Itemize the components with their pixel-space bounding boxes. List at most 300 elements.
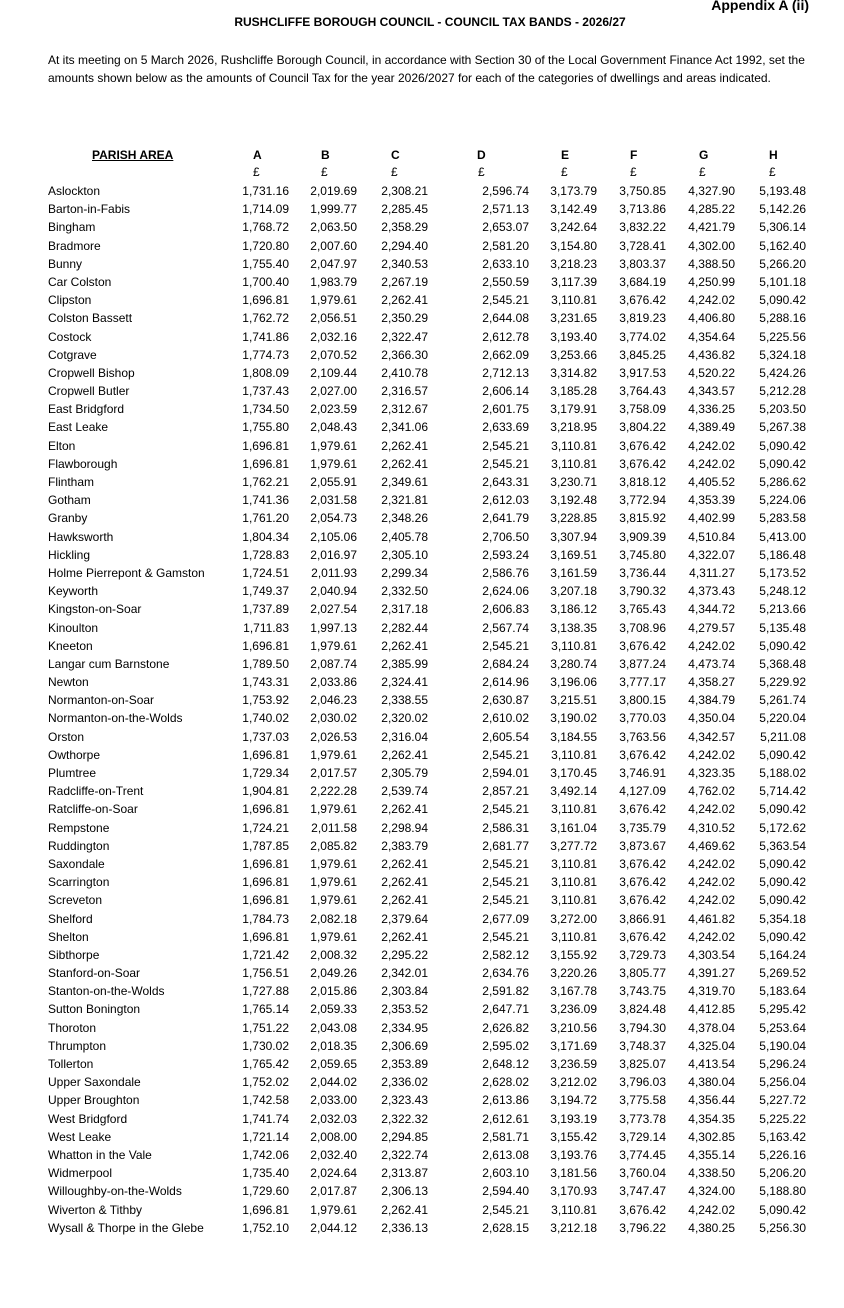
band-b-value: 2,222.28 [310, 784, 357, 799]
band-h-value: 5,226.16 [759, 1147, 806, 1162]
band-b-value: 2,027.54 [310, 602, 357, 617]
band-d-value: 2,581.71 [482, 1129, 529, 1144]
band-d-value: 2,595.02 [482, 1038, 529, 1053]
parish-name: West Leake [48, 1129, 112, 1144]
band-a-value: 1,696.81 [242, 438, 289, 453]
band-h-value: 5,256.30 [759, 1220, 806, 1235]
band-g-value: 4,391.27 [688, 966, 735, 981]
band-c-value: 2,322.32 [381, 1111, 428, 1126]
band-a-value: 1,762.21 [242, 475, 289, 489]
band-f-value: 3,773.78 [619, 1111, 666, 1126]
band-c-value: 2,336.02 [381, 1075, 428, 1090]
band-d-value: 2,545.21 [482, 875, 529, 890]
band-b-value: 2,082.18 [310, 911, 357, 926]
band-e-value: 3,142.49 [550, 202, 597, 217]
band-b-value: 2,048.43 [310, 420, 357, 435]
table-row [0, 709, 844, 727]
band-c-value: 2,282.44 [381, 620, 428, 635]
band-f-value: 3,764.43 [619, 384, 666, 399]
table-row [0, 1110, 844, 1128]
band-b-value: 2,063.50 [310, 220, 357, 235]
band-c-value: 2,334.95 [381, 1020, 428, 1035]
band-f-value: 3,684.19 [619, 274, 666, 289]
band-b-value: 2,032.03 [310, 1111, 357, 1126]
table-row [0, 218, 844, 236]
band-c-value: 2,316.57 [381, 384, 428, 399]
band-e-value: 3,314.82 [550, 365, 597, 380]
band-b-value: 2,059.33 [310, 1002, 357, 1017]
band-d-value: 2,857.21 [482, 784, 529, 799]
band-f-value: 3,819.23 [619, 311, 666, 326]
band-b-value: 2,008.32 [310, 947, 357, 962]
band-d-value: 2,612.03 [482, 493, 529, 508]
band-h-value: 5,283.58 [759, 511, 806, 526]
band-a-value: 1,721.42 [242, 947, 289, 962]
band-d-value: 2,567.74 [482, 620, 529, 635]
band-a-value: 1,762.72 [242, 311, 289, 326]
band-d-value: 2,606.14 [482, 384, 529, 399]
band-g-value: 4,762.02 [688, 784, 735, 799]
band-c-value: 2,353.89 [381, 1057, 428, 1071]
band-g-value: 4,378.04 [688, 1020, 735, 1035]
page-title: RUSHCLIFFE BOROUGH COUNCIL - COUNCIL TAX BANDS - 2026/27 [234, 15, 626, 29]
band-a-value: 1,740.02 [242, 711, 289, 726]
band-a-value: 1,696.81 [242, 1202, 289, 1217]
band-a-value: 1,696.81 [242, 875, 289, 890]
band-e-value: 3,280.74 [550, 656, 597, 671]
band-f-value: 3,728.41 [619, 238, 666, 253]
table-row [0, 273, 844, 291]
band-a-value: 1,724.21 [242, 820, 289, 835]
band-a-value: 1,756.51 [242, 966, 289, 981]
band-d-value: 2,582.12 [482, 947, 529, 962]
band-e-value: 3,228.85 [550, 511, 597, 526]
band-b-value: 1,979.61 [310, 856, 357, 871]
currency-symbol: £ [478, 165, 485, 179]
band-d-value: 2,614.96 [482, 675, 529, 690]
band-a-value: 1,768.72 [242, 220, 289, 235]
band-c-value: 2,379.64 [381, 911, 428, 926]
band-h-value: 5,224.06 [759, 493, 806, 508]
band-d-value: 2,601.75 [482, 402, 529, 417]
band-e-value: 3,231.65 [550, 311, 597, 326]
band-e-value: 3,154.80 [550, 238, 597, 253]
band-d-value: 2,677.09 [482, 911, 529, 926]
band-h-value: 5,261.74 [759, 693, 806, 708]
band-d-value: 2,612.61 [482, 1111, 529, 1126]
band-g-value: 4,242.02 [688, 456, 735, 471]
table-row [0, 982, 844, 1000]
band-e-value: 3,193.19 [550, 1111, 597, 1126]
band-header-d: D [477, 148, 486, 162]
band-h-value: 5,101.18 [759, 274, 806, 289]
band-e-value: 3,193.76 [550, 1147, 597, 1162]
band-a-value: 1,761.20 [242, 511, 289, 526]
table-row [0, 1164, 844, 1182]
band-g-value: 4,343.57 [688, 384, 735, 399]
band-h-value: 5,363.54 [759, 838, 806, 853]
band-h-value: 5,090.42 [759, 856, 806, 871]
band-d-value: 2,641.79 [482, 511, 529, 526]
band-c-value: 2,312.67 [381, 402, 428, 417]
band-e-value: 3,110.81 [551, 638, 597, 653]
parish-name: Sutton Bonington [48, 1002, 141, 1017]
band-f-value: 4,127.09 [619, 784, 666, 799]
band-c-value: 2,539.74 [381, 784, 428, 799]
band-h-value: 5,269.52 [759, 966, 806, 981]
band-b-value: 2,109.44 [310, 365, 357, 380]
band-b-value: 2,085.82 [310, 838, 357, 853]
parish-name: Whatton in the Vale [48, 1147, 152, 1162]
band-e-value: 3,236.59 [550, 1057, 597, 1071]
band-g-value: 4,402.99 [688, 511, 735, 526]
band-g-value: 4,510.84 [688, 529, 735, 544]
band-b-value: 1,979.61 [310, 747, 357, 762]
band-d-value: 2,606.83 [482, 602, 529, 617]
band-c-value: 2,321.81 [381, 493, 428, 508]
band-a-value: 1,752.10 [242, 1220, 289, 1235]
band-h-value: 5,090.42 [759, 456, 806, 471]
band-g-value: 4,356.44 [688, 1093, 735, 1108]
table-row [0, 437, 844, 455]
band-d-value: 2,571.13 [482, 202, 529, 217]
band-d-value: 2,603.10 [482, 1166, 529, 1181]
band-h-value: 5,190.04 [759, 1038, 806, 1053]
parish-name: Radcliffe-on-Trent [48, 784, 144, 799]
band-g-value: 4,242.02 [688, 747, 735, 762]
table-row [0, 655, 844, 673]
band-c-value: 2,320.02 [381, 711, 428, 726]
band-e-value: 3,220.26 [550, 966, 597, 981]
table-row [0, 1091, 844, 1109]
band-h-value: 5,090.42 [759, 875, 806, 890]
band-c-value: 2,262.41 [381, 929, 428, 944]
band-d-value: 2,633.10 [482, 256, 529, 271]
band-h-value: 5,090.42 [759, 293, 806, 308]
council-tax-table [0, 182, 844, 1237]
band-h-value: 5,162.40 [759, 238, 806, 253]
band-f-value: 3,774.02 [619, 329, 666, 344]
band-a-value: 1,696.81 [242, 747, 289, 762]
table-row [0, 382, 844, 400]
band-h-value: 5,306.14 [759, 220, 806, 235]
band-h-value: 5,186.48 [759, 547, 806, 562]
band-d-value: 2,594.01 [482, 766, 529, 780]
band-e-value: 3,272.00 [550, 911, 597, 926]
parish-name: Kneeton [48, 638, 93, 653]
parish-name: Screveton [48, 893, 103, 908]
table-row [0, 764, 844, 782]
band-g-value: 4,242.02 [688, 802, 735, 817]
band-h-value: 5,203.50 [759, 402, 806, 417]
band-b-value: 2,026.53 [310, 729, 357, 744]
band-e-value: 3,110.81 [551, 747, 597, 762]
band-a-value: 1,904.81 [242, 784, 289, 799]
band-f-value: 3,796.22 [619, 1220, 666, 1235]
band-d-value: 2,610.02 [482, 711, 529, 726]
band-d-value: 2,633.69 [482, 420, 529, 435]
band-a-value: 1,735.40 [242, 1166, 289, 1181]
band-a-value: 1,737.03 [242, 729, 289, 744]
band-f-value: 3,676.42 [619, 893, 666, 908]
table-row [0, 1128, 844, 1146]
band-g-value: 4,325.04 [688, 1038, 735, 1053]
band-a-value: 1,730.02 [242, 1038, 289, 1053]
band-a-value: 1,696.81 [242, 929, 289, 944]
currency-symbol: £ [630, 165, 637, 179]
band-g-value: 4,388.50 [688, 256, 735, 271]
band-h-value: 5,193.48 [759, 184, 806, 198]
band-d-value: 2,706.50 [482, 529, 529, 544]
band-h-value: 5,172.62 [759, 820, 806, 835]
band-b-value: 2,105.06 [310, 529, 357, 544]
band-d-value: 2,712.13 [482, 365, 529, 380]
parish-name: Stanton-on-the-Wolds [48, 984, 165, 999]
band-g-value: 4,311.27 [689, 565, 735, 580]
table-row [0, 491, 844, 509]
band-d-value: 2,648.12 [482, 1057, 529, 1071]
parish-name: Scarrington [48, 875, 110, 890]
band-b-value: 1,979.61 [310, 456, 357, 471]
parish-name: Colston Bassett [48, 311, 133, 326]
band-c-value: 2,305.79 [381, 766, 428, 780]
table-row [0, 746, 844, 764]
band-a-value: 1,696.81 [242, 856, 289, 871]
parish-name: Owthorpe [48, 747, 101, 762]
band-g-value: 4,323.35 [688, 766, 735, 780]
band-f-value: 3,760.04 [619, 1166, 666, 1181]
band-h-value: 5,225.56 [759, 329, 806, 344]
band-g-value: 4,242.02 [688, 293, 735, 308]
parish-name: Wiverton & Tithby [48, 1202, 143, 1217]
band-a-value: 1,711.83 [243, 620, 289, 635]
band-e-value: 3,242.64 [550, 220, 597, 235]
band-a-value: 1,742.06 [242, 1147, 289, 1162]
band-c-value: 2,306.13 [381, 1184, 428, 1199]
band-b-value: 2,087.74 [310, 656, 357, 671]
currency-symbol: £ [561, 165, 568, 179]
band-b-value: 1,979.61 [310, 638, 357, 653]
band-d-value: 2,545.21 [482, 293, 529, 308]
parish-name: Elton [48, 438, 76, 453]
band-h-value: 5,424.26 [759, 365, 806, 380]
band-header-e: E [561, 148, 570, 162]
band-d-value: 2,612.78 [482, 329, 529, 344]
band-g-value: 4,380.04 [688, 1075, 735, 1090]
band-a-value: 1,804.34 [242, 529, 289, 544]
table-row [0, 1000, 844, 1018]
currency-symbol: £ [391, 165, 398, 179]
band-f-value: 3,746.91 [619, 766, 666, 780]
band-e-value: 3,171.69 [550, 1038, 597, 1053]
band-f-value: 3,713.86 [619, 202, 666, 217]
band-e-value: 3,173.79 [550, 184, 597, 198]
band-d-value: 2,594.40 [482, 1184, 529, 1199]
band-d-value: 2,545.21 [482, 456, 529, 471]
parish-area-header: PARISH AREA [92, 148, 174, 162]
table-row [0, 600, 844, 618]
band-d-value: 2,581.20 [482, 238, 529, 253]
band-d-value: 2,545.21 [482, 856, 529, 871]
band-b-value: 2,054.73 [310, 511, 357, 526]
table-row [0, 309, 844, 327]
band-d-value: 2,545.21 [482, 438, 529, 453]
band-c-value: 2,350.29 [381, 311, 428, 326]
band-a-value: 1,741.74 [242, 1111, 289, 1126]
band-g-value: 4,324.00 [688, 1184, 735, 1199]
band-g-value: 4,421.79 [688, 220, 735, 235]
parish-name: Orston [48, 729, 85, 744]
table-row [0, 1019, 844, 1037]
currency-symbol: £ [321, 165, 328, 179]
band-b-value: 1,979.61 [310, 293, 357, 308]
band-g-value: 4,242.02 [688, 856, 735, 871]
band-h-value: 5,090.42 [759, 638, 806, 653]
band-c-value: 2,267.19 [381, 274, 428, 289]
band-b-value: 2,032.16 [310, 329, 357, 344]
band-a-value: 1,728.83 [242, 547, 289, 562]
band-a-value: 1,751.22 [242, 1020, 289, 1035]
band-e-value: 3,307.94 [550, 529, 597, 544]
band-a-value: 1,696.81 [242, 893, 289, 908]
band-c-value: 2,316.04 [381, 729, 428, 744]
band-e-value: 3,110.81 [551, 1202, 597, 1217]
table-row [0, 400, 844, 418]
band-e-value: 3,169.51 [550, 547, 597, 562]
band-g-value: 4,285.22 [688, 202, 735, 217]
band-g-value: 4,520.22 [688, 365, 735, 380]
band-b-value: 2,033.86 [310, 675, 357, 690]
table-row [0, 1037, 844, 1055]
parish-name: Kingston-on-Soar [48, 602, 142, 617]
band-e-value: 3,161.04 [550, 820, 597, 835]
parish-name: Cropwell Butler [48, 384, 130, 399]
band-b-value: 2,018.35 [310, 1038, 357, 1053]
band-b-value: 2,011.93 [311, 565, 357, 580]
band-g-value: 4,242.02 [688, 929, 735, 944]
band-e-value: 3,212.02 [550, 1075, 597, 1090]
band-f-value: 3,832.22 [619, 220, 666, 235]
band-f-value: 3,676.42 [619, 875, 666, 890]
band-e-value: 3,110.81 [551, 456, 597, 471]
band-e-value: 3,179.91 [550, 402, 597, 417]
band-f-value: 3,750.85 [619, 184, 666, 198]
band-h-value: 5,368.48 [759, 656, 806, 671]
band-d-value: 2,613.08 [482, 1147, 529, 1162]
band-d-value: 2,624.06 [482, 584, 529, 599]
band-c-value: 2,313.87 [381, 1166, 428, 1181]
band-d-value: 2,653.07 [482, 220, 529, 235]
band-a-value: 1,743.31 [242, 675, 289, 690]
band-g-value: 4,338.50 [688, 1166, 735, 1181]
band-a-value: 1,774.73 [242, 347, 289, 362]
table-row [0, 637, 844, 655]
band-b-value: 2,011.58 [311, 820, 357, 835]
band-d-value: 2,545.21 [482, 929, 529, 944]
band-f-value: 3,748.37 [619, 1038, 666, 1053]
band-f-value: 3,774.45 [619, 1147, 666, 1162]
band-f-value: 3,676.42 [619, 1202, 666, 1217]
band-f-value: 3,770.03 [619, 711, 666, 726]
band-h-value: 5,227.72 [759, 1093, 806, 1108]
band-f-value: 3,676.42 [619, 456, 666, 471]
band-a-value: 1,696.81 [242, 638, 289, 653]
band-a-value: 1,714.09 [242, 202, 289, 217]
band-g-value: 4,436.82 [688, 347, 735, 362]
band-e-value: 3,236.09 [550, 1002, 597, 1017]
band-c-value: 2,340.53 [381, 256, 428, 271]
band-d-value: 2,628.02 [482, 1075, 529, 1090]
band-b-value: 1,979.61 [310, 875, 357, 890]
band-c-value: 2,262.41 [381, 802, 428, 817]
band-d-value: 2,626.82 [482, 1020, 529, 1035]
parish-name: West Bridgford [48, 1111, 128, 1126]
band-g-value: 4,469.62 [688, 838, 735, 853]
band-e-value: 3,253.66 [550, 347, 597, 362]
band-h-value: 5,225.22 [759, 1111, 806, 1126]
band-f-value: 3,777.17 [619, 675, 666, 690]
band-b-value: 2,059.65 [310, 1057, 357, 1071]
band-c-value: 2,308.21 [381, 184, 428, 198]
parish-name: Stanford-on-Soar [48, 966, 141, 981]
band-g-value: 4,344.72 [688, 602, 735, 617]
parish-name: Plumtree [48, 766, 97, 780]
table-row [0, 200, 844, 218]
band-g-value: 4,355.14 [688, 1147, 735, 1162]
band-g-value: 4,310.52 [688, 820, 735, 835]
band-h-value: 5,090.42 [759, 747, 806, 762]
band-c-value: 2,262.41 [381, 856, 428, 871]
band-d-value: 2,586.31 [482, 820, 529, 835]
band-g-value: 4,461.82 [688, 911, 735, 926]
band-d-value: 2,647.71 [482, 1002, 529, 1017]
band-h-value: 5,354.18 [759, 911, 806, 926]
parish-name: Saxondale [48, 856, 105, 871]
band-f-value: 3,676.42 [619, 929, 666, 944]
band-e-value: 3,110.81 [551, 293, 597, 308]
band-e-value: 3,155.42 [550, 1129, 597, 1144]
band-d-value: 2,613.86 [482, 1093, 529, 1108]
band-h-value: 5,256.04 [759, 1075, 806, 1090]
band-a-value: 1,765.14 [242, 1002, 289, 1017]
parish-name: Shelford [48, 911, 93, 926]
band-e-value: 3,207.18 [550, 584, 597, 599]
band-d-value: 2,605.54 [482, 729, 529, 744]
band-b-value: 2,043.08 [310, 1020, 357, 1035]
table-row [0, 528, 844, 546]
band-f-value: 3,866.91 [619, 911, 666, 926]
band-e-value: 3,170.45 [550, 766, 597, 780]
band-a-value: 1,787.85 [242, 838, 289, 853]
band-f-value: 3,800.15 [619, 693, 666, 708]
table-row [0, 1146, 844, 1164]
table-row [0, 964, 844, 982]
parish-name: Clipston [48, 293, 92, 308]
band-g-value: 4,336.25 [688, 402, 735, 417]
table-row [0, 346, 844, 364]
band-d-value: 2,593.24 [482, 547, 529, 562]
band-h-value: 5,253.64 [759, 1020, 806, 1035]
band-e-value: 3,110.81 [551, 929, 597, 944]
band-g-value: 4,302.00 [688, 238, 735, 253]
band-h-value: 5,286.62 [759, 475, 806, 489]
band-h-value: 5,206.20 [759, 1166, 806, 1181]
band-b-value: 2,047.97 [310, 256, 357, 271]
band-g-value: 4,350.04 [688, 711, 735, 726]
band-f-value: 3,676.42 [619, 293, 666, 308]
table-row [0, 619, 844, 637]
band-h-value: 5,135.48 [759, 620, 806, 635]
